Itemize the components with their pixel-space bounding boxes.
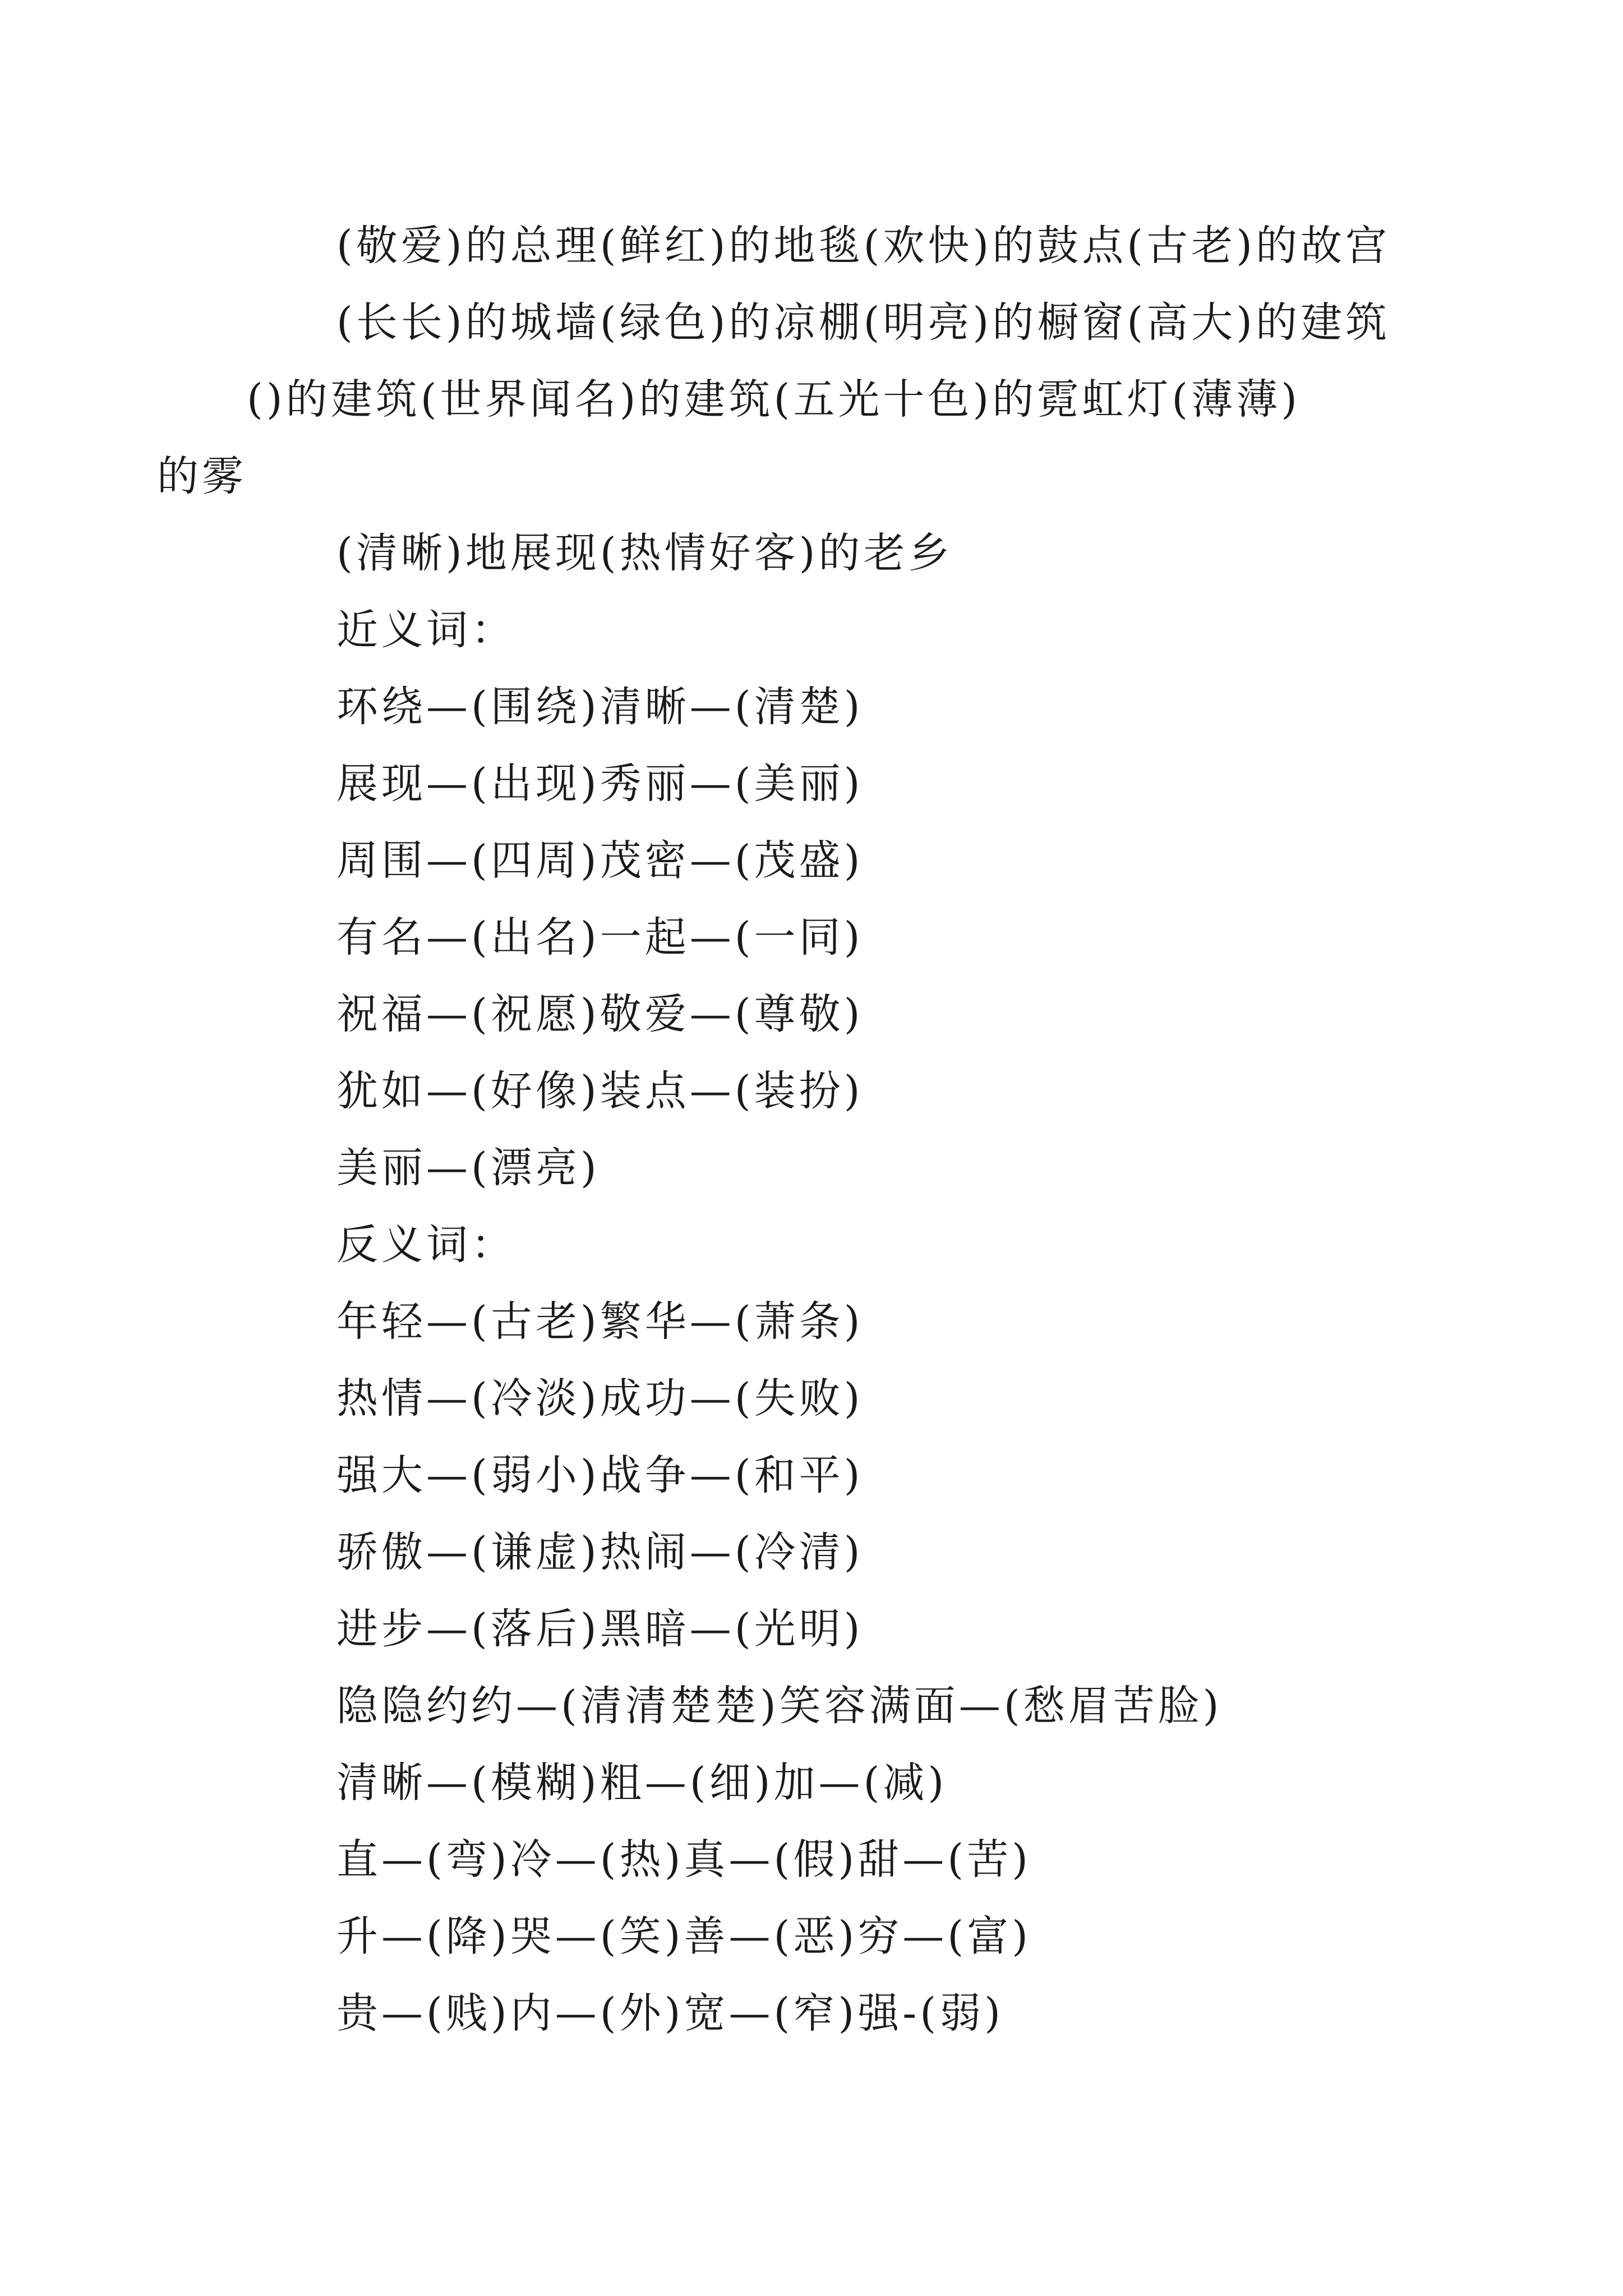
text-line: (清晰)地展现(热情好客)的老乡 (336, 529, 953, 577)
antonym-pair: 进步—(落后)黑暗—(光明) (336, 1605, 864, 1653)
synonym-pair: 周围—(四周)茂密—(茂盛) (336, 836, 864, 885)
synonym-pair: 环绕—(围绕)清晰—(清楚) (336, 683, 864, 731)
antonym-pair: 强大—(弱小)战争—(和平) (336, 1451, 864, 1499)
section-heading-synonyms: 近义词： (336, 606, 516, 654)
antonym-pair: 骄傲—(谦虚)热闹—(冷清) (336, 1528, 864, 1576)
synonym-pair: 祝福—(祝愿)敬爱—(尊敬) (336, 990, 864, 1038)
synonym-pair: 美丽—(漂亮) (336, 1144, 600, 1192)
text-paragraph: ()的建筑(世界闻名)的建筑(五光十色)的霓虹灯(薄薄)的雾 (157, 375, 1301, 500)
text-line: (长长)的城墙(绿色)的凉棚(明亮)的橱窗(高大)的建筑 (336, 298, 1390, 347)
antonym-pair: 升—(降)哭—(笑)善—(恶)穷—(富) (336, 1912, 1031, 1961)
synonym-pair: 展现—(出现)秀丽—(美丽) (336, 760, 864, 808)
antonym-pair: 热情—(冷淡)成功—(失败) (336, 1374, 864, 1423)
document-body (157, 208, 1402, 2052)
synonym-pair: 有名—(出名)一起—(一同) (336, 913, 864, 961)
antonym-pair: 年轻—(古老)繁华—(萧条) (336, 1297, 864, 1346)
antonym-pair: 直—(弯)冷—(热)真—(假)甜—(苦) (336, 1835, 1031, 1884)
antonym-pair: 清晰—(模糊)粗—(细)加—(减) (336, 1759, 948, 1807)
antonym-pair: 贵—(贱)内—(外)宽—(窄)强-(弱) (336, 1989, 1004, 2037)
section-heading-antonyms: 反义词： (336, 1221, 516, 1269)
text-line: (敬爱)的总理(鲜红)的地毯(欢快)的鼓点(古老)的故宫 (336, 222, 1390, 270)
synonym-pair: 犹如—(好像)装点—(装扮) (336, 1067, 864, 1115)
antonym-pair: 隐隐约约—(清清楚楚)笑容满面—(愁眉苦脸) (336, 1682, 1223, 1730)
